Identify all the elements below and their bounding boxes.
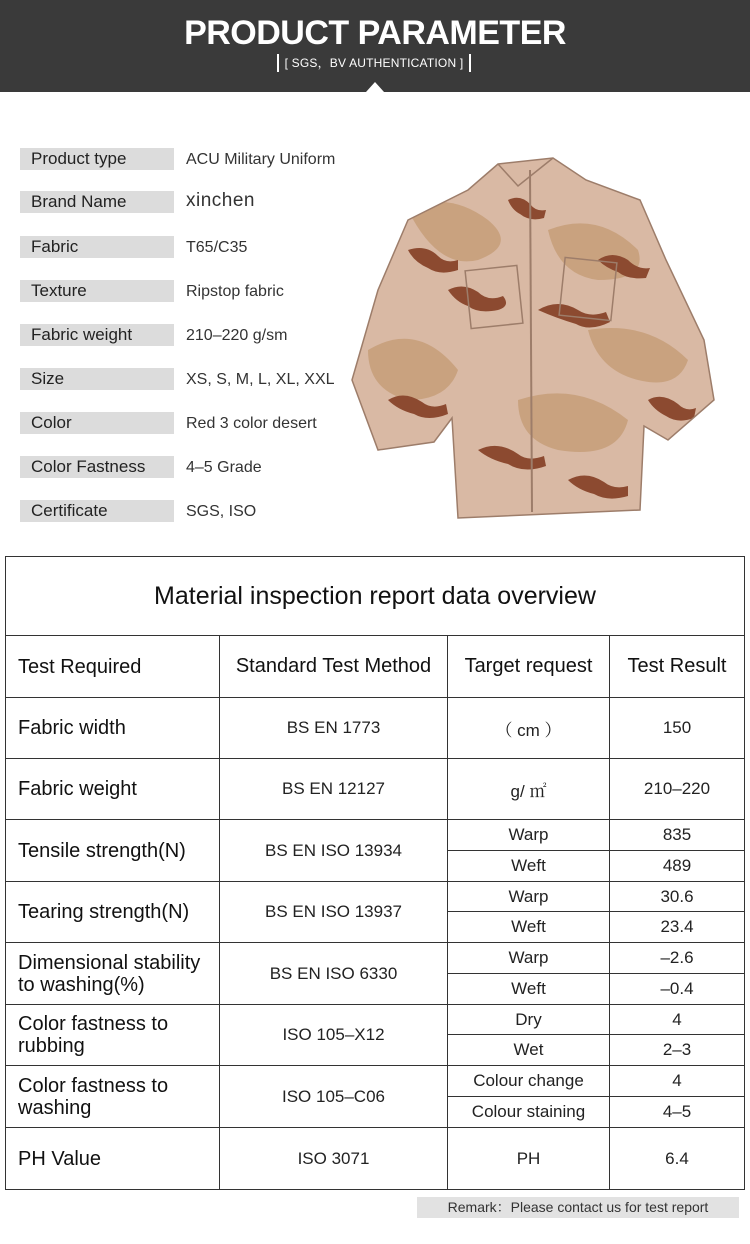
table-row-result: –2.6 — [610, 943, 744, 974]
table-row-target: Colour change — [448, 1066, 610, 1097]
table-row-test: Dimensional stability to washing(%) — [6, 943, 220, 1005]
table-row-target: Colour staining — [448, 1097, 610, 1128]
col-header-standard-test-method: Standard Test Method — [220, 636, 448, 698]
table-row-result: 4 — [610, 1066, 744, 1097]
table-row-target: Weft — [448, 851, 610, 882]
table-row-result: 4–5 — [610, 1097, 744, 1128]
table-row-target: （ cm ） — [448, 698, 610, 759]
table-row-target: Wet — [448, 1035, 610, 1066]
param-row-brand-name — [20, 191, 360, 217]
table-row-target: Weft — [448, 974, 610, 1005]
table-row-result: 2–3 — [610, 1035, 744, 1066]
table-row-method: ISO 105–C06 — [220, 1066, 448, 1128]
table-row-target: Dry — [448, 1005, 610, 1035]
param-value: Red 3 color desert — [186, 415, 317, 432]
table-title: Material inspection report data overview — [6, 557, 744, 636]
table-row-test: Fabric weight — [6, 759, 220, 820]
param-label: Color Fastness — [20, 456, 174, 478]
inspection-report-table — [5, 556, 745, 1190]
table-row-target: Weft — [448, 912, 610, 943]
table-row-method: BS EN ISO 13937 — [220, 882, 448, 943]
param-label: Brand Name — [20, 191, 174, 213]
param-label: Texture — [20, 280, 174, 302]
table-row-result: 835 — [610, 820, 744, 851]
jacket-image — [348, 150, 718, 522]
header-banner — [0, 0, 750, 92]
param-value: SGS, ISO — [186, 503, 257, 520]
param-label: Color — [20, 412, 174, 434]
param-value: 210–220 g/sm — [186, 327, 288, 344]
param-value: XS, S, M, L, XL, XXL — [186, 371, 335, 388]
table-row-method: BS EN ISO 6330 — [220, 943, 448, 1005]
table-row-method: BS EN 12127 — [220, 759, 448, 820]
table-row-result: 4 — [610, 1005, 744, 1035]
table-row-target: g/ ㎡ — [448, 759, 610, 820]
table-row-test: Color fastness to rubbing — [6, 1005, 220, 1066]
table-row-result: 210–220 — [610, 759, 744, 820]
table-row-method: ISO 105–X12 — [220, 1005, 448, 1066]
table-row-test: Tearing strength(N) — [6, 882, 220, 943]
param-label: Certificate — [20, 500, 174, 522]
col-header-test-result: Test Result — [610, 636, 744, 698]
table-row-result: 30.6 — [610, 882, 744, 912]
page-subtitle: [ SGS，BV AUTHENTICATION ] — [277, 54, 471, 72]
table-row-method: BS EN 1773 — [220, 698, 448, 759]
table-row-result: 6.4 — [665, 1148, 689, 1168]
table-row-test: Fabric width — [6, 698, 220, 759]
param-row-fabric-weight — [20, 324, 360, 350]
param-label: Fabric weight — [20, 324, 174, 346]
table-row-target: Warp — [448, 943, 610, 974]
param-value: T65/C35 — [186, 239, 248, 256]
table-row-method: BS EN ISO 13934 — [220, 820, 448, 882]
param-label: Fabric — [20, 236, 174, 258]
table-row-target: Warp — [448, 882, 610, 912]
table-row-result: 150 — [610, 698, 744, 759]
param-label: Size — [20, 368, 174, 390]
table-row-target: PH — [448, 1128, 610, 1189]
param-row-color-fastness — [20, 456, 360, 482]
param-value: xinchen — [186, 190, 255, 211]
table-row-test: Color fastness to washing — [6, 1066, 220, 1128]
page-title: PRODUCT PARAMETER — [184, 14, 566, 52]
table-row-result: 23.4 — [610, 912, 744, 943]
table-row-test: PH Value — [6, 1128, 220, 1189]
table-row-test: Tensile strength(N) — [6, 820, 220, 882]
col-header-target-request: Target request — [448, 636, 610, 698]
param-value: Ripstop fabric — [186, 283, 284, 300]
table-row-result: 489 — [610, 851, 744, 882]
param-row-product-type — [20, 148, 360, 174]
table-row-result: –0.4 — [610, 974, 744, 1005]
col-header-test-required: Test Required — [6, 636, 220, 698]
table-row-method: ISO 3071 — [220, 1128, 448, 1189]
param-row-texture — [20, 280, 360, 306]
remark-note: Remark：Please contact us for test report — [417, 1197, 739, 1218]
table-row-target: Warp — [448, 820, 610, 851]
param-label: Product type — [20, 148, 174, 170]
param-value: ACU Military Uniform — [186, 151, 336, 168]
param-row-color — [20, 412, 360, 438]
param-row-certificate — [20, 500, 360, 526]
param-row-size — [20, 368, 360, 394]
param-value: 4–5 Grade — [186, 459, 262, 476]
param-row-fabric — [20, 236, 360, 262]
header-notch — [366, 82, 384, 92]
